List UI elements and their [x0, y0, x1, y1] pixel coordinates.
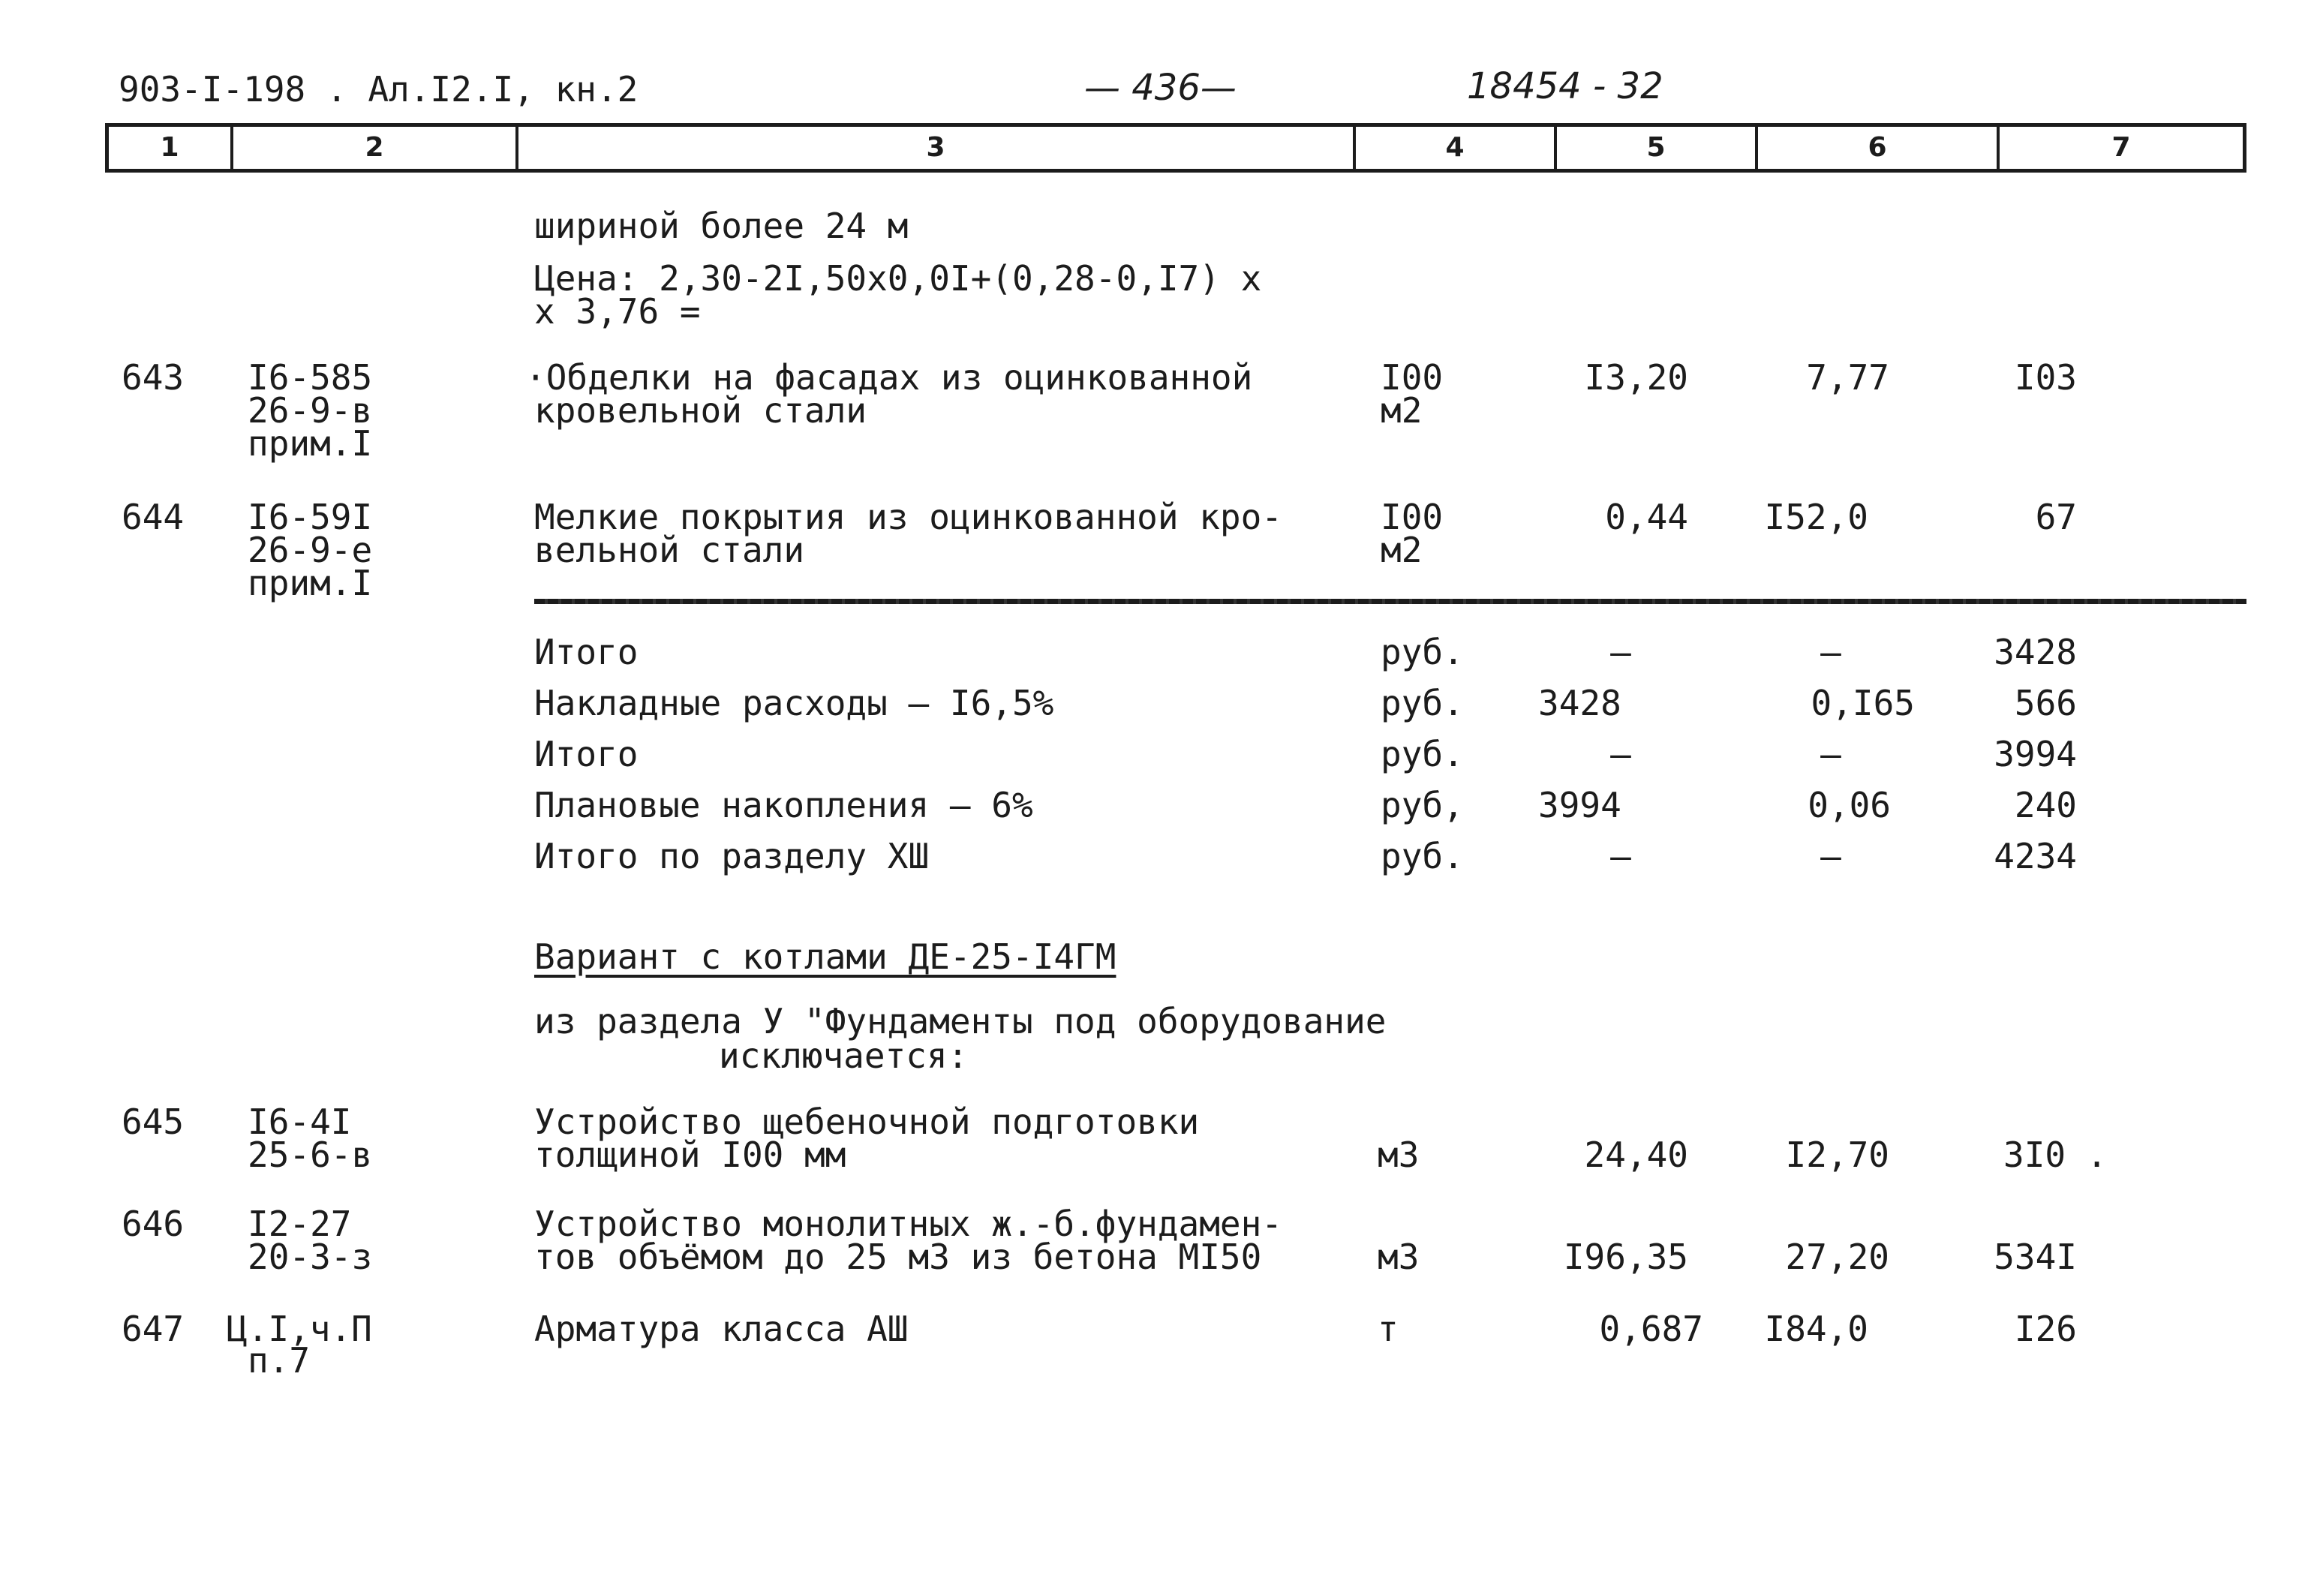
summary-label: Итого по разделу ХШ [534, 836, 930, 876]
work-description: толщиной I00 мм [534, 1135, 846, 1175]
summary-total: 3428 [1994, 632, 2077, 672]
norm-code: 26-9-е [248, 530, 373, 570]
column-header: 1 [109, 127, 233, 169]
price-formula-line: x 3,76 = [534, 291, 701, 332]
norm-code: п.7 [248, 1340, 311, 1381]
quantity: 24,40 [1584, 1135, 1688, 1175]
unit: м2 [1381, 390, 1423, 431]
continuation-line: шириной более 24 м [534, 206, 909, 246]
norm-code: прим.I [248, 563, 373, 603]
summary-rate: 0,I65 [1811, 683, 1915, 723]
quantity: 0,687 [1599, 1309, 1703, 1349]
summary-unit: руб. [1381, 683, 1464, 723]
total-cost: 67 [2035, 497, 2077, 537]
page-number: — 436— [1084, 67, 1237, 109]
summary-unit: руб. [1381, 836, 1464, 876]
unit: м3 [1378, 1135, 1420, 1175]
row-number: 647 [122, 1309, 185, 1349]
quantity: 0,44 [1605, 497, 1688, 537]
total-cost: 3I0 . [2003, 1135, 2108, 1175]
column-header: 5 [1557, 127, 1758, 169]
summary-rate: 0,06 [1808, 785, 1891, 825]
work-description: Устройство монолитных ж.-б.фундамен- [534, 1204, 1282, 1244]
summary-total: 4234 [1994, 836, 2077, 876]
summary-unit: руб, [1381, 785, 1464, 825]
norm-code: I6-4I [248, 1102, 352, 1142]
norm-code: 26-9-в [248, 390, 373, 431]
summary-base: 3994 [1538, 785, 1621, 825]
unit-price: 7,77 [1806, 357, 1889, 398]
price-formula-line: Цена: 2,30-2I,50x0,0I+(0,28-0,I7) x [534, 258, 1262, 299]
summary-total: 3994 [1994, 734, 2077, 774]
work-description: Устройство щебеночной подготовки [534, 1102, 1200, 1142]
summary-total: 240 [2014, 785, 2077, 825]
work-description: ·Обделки на фасадах из оцинкованной [525, 357, 1253, 398]
summary-label: Итого [534, 734, 639, 774]
work-description: кровельной стали [534, 390, 867, 431]
summary-rate: – [1820, 734, 1841, 774]
unit: м3 [1378, 1237, 1420, 1277]
variant-note: из раздела У "Фундаменты под оборудование [534, 1001, 1387, 1041]
total-cost: I26 [2014, 1309, 2077, 1349]
work-description: Мелкие покрытия из оцинкованной кро- [534, 497, 1282, 537]
summary-unit: руб. [1381, 632, 1464, 672]
column-header: 4 [1356, 127, 1557, 169]
quantity: I3,20 [1584, 357, 1688, 398]
norm-code: Ц.I,ч.П [227, 1309, 372, 1349]
norm-code: 20-3-з [248, 1237, 373, 1277]
work-description: тов объёмом до 25 м3 из бетона МI50 [534, 1237, 1262, 1277]
unit: т [1378, 1309, 1399, 1349]
summary-base: – [1610, 836, 1631, 876]
norm-code: I6-585 [248, 357, 373, 398]
summary-label: Плановые накопления – 6% [534, 785, 1033, 825]
summary-label: Итого [534, 632, 639, 672]
work-description: вельной стали [534, 530, 805, 570]
summary-rate: – [1820, 836, 1841, 876]
unit-price: 27,20 [1785, 1237, 1889, 1277]
row-number: 643 [122, 357, 185, 398]
summary-unit: руб. [1381, 734, 1464, 774]
row-number: 645 [122, 1102, 185, 1142]
totals-divider [534, 599, 2246, 604]
row-number: 646 [122, 1204, 185, 1244]
summary-label: Накладные расходы – I6,5% [534, 683, 1054, 723]
unit-price: I2,70 [1785, 1135, 1889, 1175]
column-header: 6 [1758, 127, 2000, 169]
summary-total: 566 [2014, 683, 2077, 723]
unit: I00 [1381, 497, 1444, 537]
norm-code: I6-59I [248, 497, 373, 537]
column-header: 3 [518, 127, 1356, 169]
norm-code: 25-6-в [248, 1135, 373, 1175]
summary-base: 3428 [1538, 683, 1621, 723]
total-cost: I03 [2014, 357, 2077, 398]
norm-code: I2-27 [248, 1204, 352, 1244]
summary-base: – [1610, 632, 1631, 672]
quantity: I96,35 [1563, 1237, 1688, 1277]
handwritten-reference-number: 18454 - 32 [1467, 65, 1663, 107]
work-description: Арматура класса АШ [534, 1309, 909, 1349]
column-header: 2 [233, 127, 518, 169]
unit-price: I84,0 [1764, 1309, 1868, 1349]
variant-note: исключается: [719, 1035, 969, 1076]
column-header-row [105, 123, 2246, 173]
unit-price: I52,0 [1764, 497, 1868, 537]
norm-code: прим.I [248, 423, 373, 464]
summary-rate: – [1820, 632, 1841, 672]
total-cost: 534I [1994, 1237, 2077, 1277]
unit: м2 [1381, 530, 1423, 570]
document-code: 903-I-198 . Ал.I2.I, кн.2 [119, 69, 639, 110]
summary-base: – [1610, 734, 1631, 774]
row-number: 644 [122, 497, 185, 537]
unit: I00 [1381, 357, 1444, 398]
variant-title: Вариант с котлами ДЕ-25-I4ГМ [534, 936, 1116, 977]
column-header: 7 [2111, 132, 2131, 163]
